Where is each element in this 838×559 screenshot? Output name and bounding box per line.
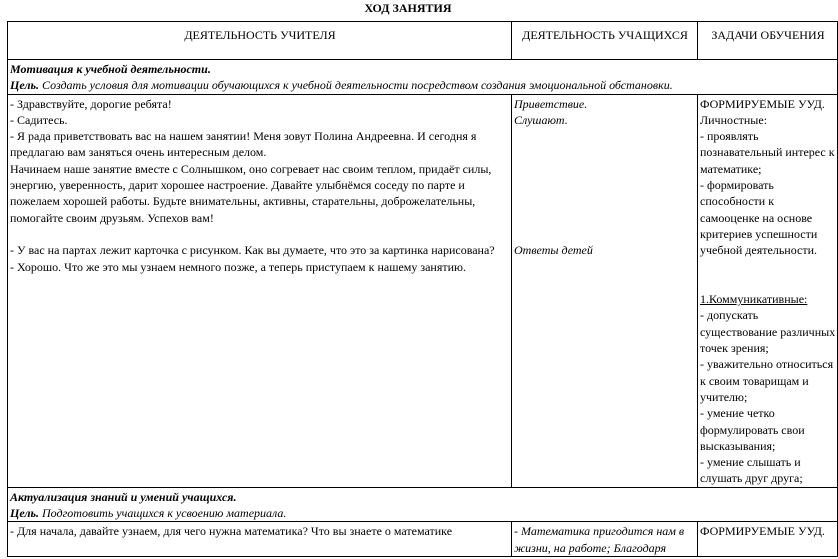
section-header-row (8, 60, 838, 95)
task-line: - умение слышать и слушать друг друга; (700, 455, 804, 486)
blank-line (514, 144, 696, 160)
blank-line (514, 193, 696, 209)
blank-line (514, 226, 696, 242)
section-header-actualization (8, 487, 838, 522)
blank-line (514, 161, 696, 177)
teacher-line: - Хорошо. Что же это мы узнаем немного позже, а теперь приступаем к нашему занятию. (10, 259, 466, 274)
learning-tasks-cell (698, 522, 838, 557)
table-header-row (8, 22, 838, 60)
task-line: - допускать существование различных точек зрения; (700, 308, 838, 356)
teacher-line: Начинаем наше занятие вместе с Солнышком, оно согревает нас своим теплом, придаёт силы, энергию, уверенность, дарит хорошее настроение. Давайте улыбнёмся соседу по парте и пожелаем хорошей работы. Будьте внимательны, активны, старательны, доброжелательны, помогайте своим друзьям. Успехов вам! (10, 161, 495, 225)
learning-tasks-cell (698, 94, 838, 487)
header-learning-tasks: ЗАДАЧИ ОБУЧЕНИЯ (698, 22, 838, 60)
section-header-motivation (8, 60, 838, 95)
student-line: Слушают. (514, 112, 568, 127)
goal-label: Цель. (10, 78, 40, 93)
task-line: ФОРМИРУЕМЫЕ УУД. (700, 524, 825, 539)
student-activity-cell (512, 94, 698, 487)
task-line: - умение четко формулировать свои высказывания; (700, 406, 808, 453)
teacher-line: - Для начала, давайте узнаем, для чего нужна математика? Что вы знаете о математике (10, 524, 453, 539)
task-line: Личностные: (700, 112, 768, 127)
student-line: - Математика пригодится нам в жизни, на работе; Благодаря (514, 524, 688, 555)
header-student-activity: ДЕЯТЕЛЬНОСТЬ УЧАЩИХСЯ (512, 22, 698, 60)
teacher-line: - Я рада приветствовать вас на нашем занятии! Меня зовут Полина Андреевна. И сегодня я предлагаю вам заняться очень интересным делом. (10, 129, 480, 160)
section-content-row (8, 94, 838, 487)
section-title: Мотивация к учебной деятельности. (10, 62, 211, 76)
section-goal (10, 505, 836, 521)
teacher-activity-cell (8, 522, 512, 557)
blank-line (10, 226, 510, 242)
student-line: Ответы детей (514, 243, 593, 258)
teacher-line: - Садитесь. (10, 112, 68, 127)
task-comm-label: 1.Коммуникативные: (700, 292, 808, 307)
blank-line (700, 275, 836, 291)
teacher-activity-cell (8, 94, 512, 487)
student-activity-cell (512, 522, 698, 557)
lesson-table (7, 21, 838, 557)
teacher-line: - Здравствуйте, дорогие ребята! (10, 96, 172, 111)
section-goal (10, 77, 836, 93)
header-teacher-activity: ДЕЯТЕЛЬНОСТЬ УЧИТЕЛЯ (8, 22, 512, 60)
task-line: - проявлять познавательный интерес к математике; (700, 129, 838, 176)
task-line: - уважительно относиться к своим товарищам и учителю; (700, 357, 837, 404)
blank-line (514, 210, 696, 226)
goal-text: Подготовить учащихся к усвоению материала. (42, 506, 287, 521)
section-content-row (8, 522, 838, 557)
section-title: Актуализация знаний и умений учащихся. (10, 489, 237, 504)
goal-label: Цель. (10, 506, 40, 521)
task-line: ФОРМИРУЕМЫЕ УУД. (700, 96, 825, 111)
document-title: ХОД ЗАНЯТИЯ (364, 1, 452, 15)
task-line: - формировать способности к самооценке на основе критериев успешности учебной деятельности. (700, 178, 821, 258)
blank-line (514, 128, 696, 144)
goal-text: Создать условия для мотивации обучающихся к учебной деятельности посредством создания эмоциональной обстановки. (42, 78, 673, 93)
section-header-row (8, 487, 838, 522)
student-line: Приветствие. (514, 96, 588, 111)
blank-line (700, 259, 836, 275)
blank-line (514, 177, 696, 193)
teacher-line: - У вас на партах лежит карточка с рисунком. Как вы думаете, что это за картинка нарисована? (10, 243, 495, 258)
